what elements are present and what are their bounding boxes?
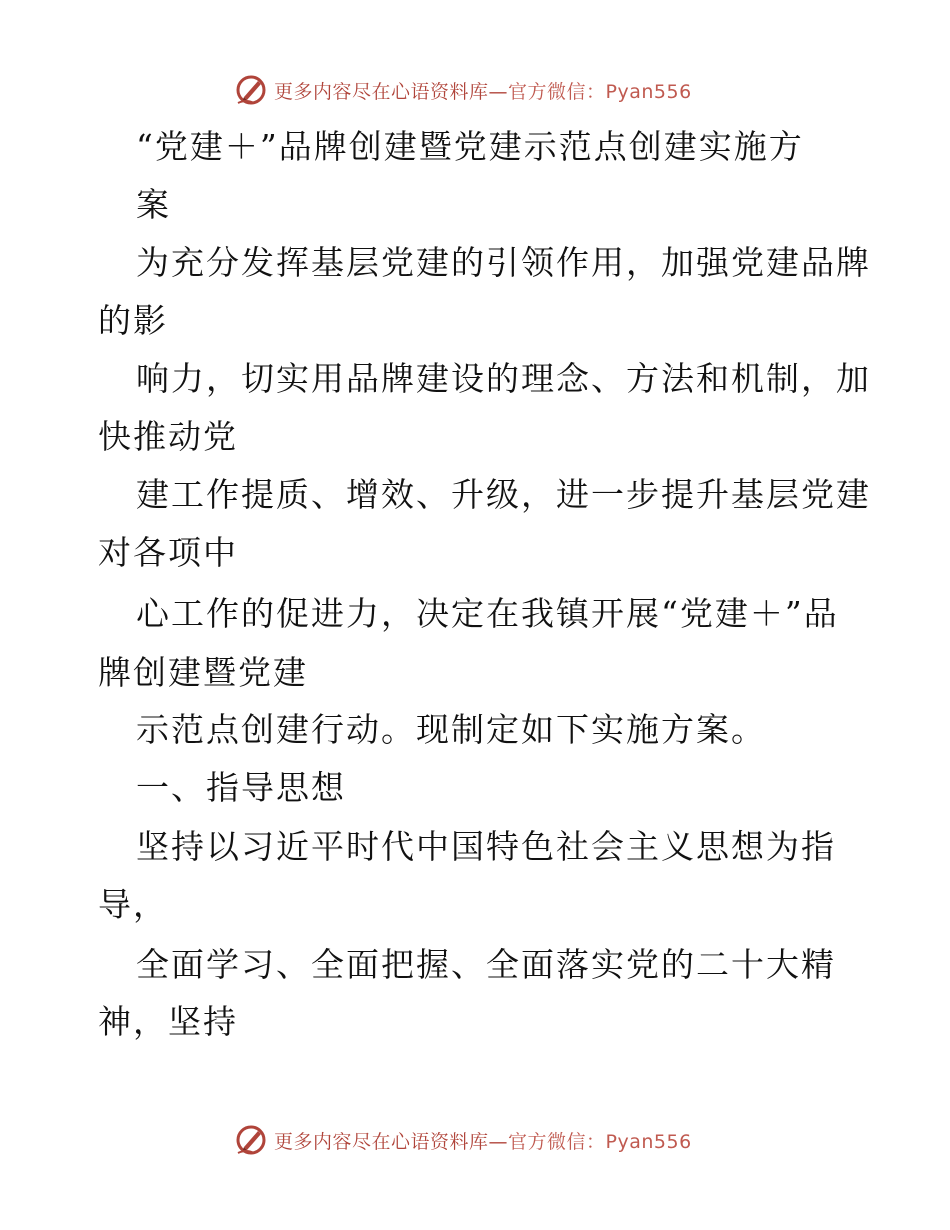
paragraph-line: 的影 bbox=[98, 301, 168, 340]
paragraph-line: 建工作提质、增效、升级，进一步提升基层党建 bbox=[136, 475, 871, 514]
paragraph-line: 全面学习、全面把握、全面落实党的二十大精 bbox=[136, 945, 836, 984]
paragraph-line: 导， bbox=[98, 885, 168, 924]
pen-logo-icon bbox=[234, 73, 268, 107]
watermark-label: 官方微信： bbox=[508, 80, 606, 103]
paragraph-line: 神，坚持 bbox=[98, 1002, 238, 1041]
paragraph-line: 牌创建暨党建 bbox=[98, 653, 308, 692]
watermark-account: Pyan556 bbox=[605, 80, 692, 103]
pen-logo-icon bbox=[234, 1123, 268, 1157]
paragraph-line: 响力，切实用品牌建设的理念、方法和机制，加 bbox=[136, 359, 871, 398]
paragraph-line: 心工作的促进力，决定在我镇开展“党建＋”品 bbox=[136, 594, 839, 633]
title-line: “党建＋”品牌创建暨党建示范点创建实施方 bbox=[136, 127, 804, 166]
watermark-banner-top bbox=[234, 71, 734, 109]
watermark-account: Pyan556 bbox=[605, 1130, 692, 1153]
watermark-label: 官方微信： bbox=[508, 1130, 606, 1153]
paragraph-line: 为充分发挥基层党建的引领作用，加强党建品牌 bbox=[136, 243, 871, 282]
watermark-separator: — bbox=[488, 1130, 509, 1153]
title-line: 案 bbox=[136, 185, 171, 224]
watermark-separator: — bbox=[488, 80, 509, 103]
paragraph-line: 坚持以习近平时代中国特色社会主义思想为指 bbox=[136, 827, 836, 866]
paragraph-line: 示范点创建行动。现制定如下实施方案。 bbox=[136, 710, 766, 749]
section-heading: 一、指导思想 bbox=[136, 768, 346, 807]
watermark-text: 更多内容尽在心语资料库 bbox=[274, 80, 489, 103]
watermark-text: 更多内容尽在心语资料库 bbox=[274, 1130, 489, 1153]
paragraph-line: 快推动党 bbox=[98, 417, 238, 456]
paragraph-line: 对各项中 bbox=[98, 533, 238, 572]
watermark-banner-bottom bbox=[234, 1121, 734, 1159]
